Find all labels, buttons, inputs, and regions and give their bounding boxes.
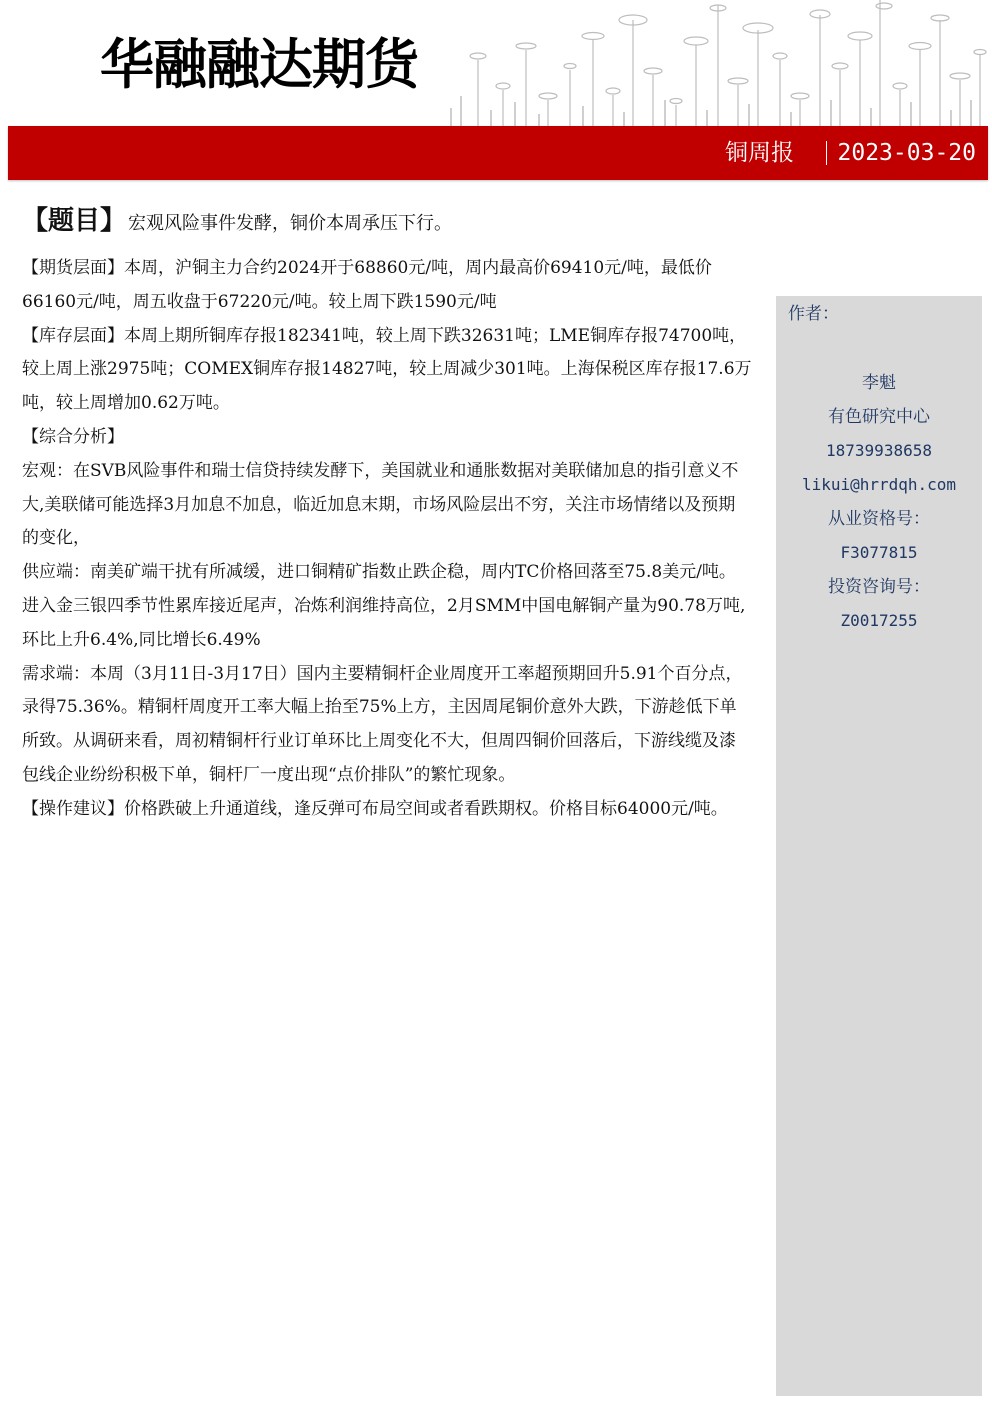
section-inventory [22, 320, 752, 421]
section-label: 宏观： [22, 460, 73, 481]
section-demand [22, 658, 752, 793]
title-text: 宏观风险事件发酵，铜价本周承压下行。 [128, 213, 453, 234]
author-info [776, 366, 982, 638]
qualification-label: 从业资格号： [828, 509, 930, 529]
section-text: 在SVB风险事件和瑞士信贷持续发酵下，美国就业和通胀数据对美联储加息的指引意义不大,美联储可能选择3月加息不加息，临近加息末期，市场风险层出不穷，关注市场情绪以及预期的变化， [22, 460, 739, 549]
section-analysis-heading [22, 421, 752, 455]
brand-logo-text: 华融融达期货 [100, 33, 418, 96]
section-label: 需求端： [22, 663, 90, 684]
section-label: 【库存层面】 [22, 325, 124, 346]
qualification-number: F3077815 [840, 543, 918, 562]
header-decoration-graphic [448, 0, 992, 128]
author-phone: 18739938658 [826, 441, 932, 460]
title-label: 【题目】 [22, 206, 127, 236]
consult-number: Z0017255 [840, 611, 918, 630]
section-advice [22, 793, 752, 827]
section-supply [22, 556, 752, 657]
section-label: 【综合分析】 [22, 426, 124, 447]
section-futures [22, 252, 752, 320]
section-label: 供应端： [22, 562, 90, 583]
section-text: 价格跌破上升通道线，逢反弹可布局空间或者看跌期权。价格目标64000元/吨。 [124, 798, 728, 819]
report-title-row [22, 200, 452, 237]
author-department: 有色研究中心 [828, 407, 930, 427]
report-type-label: 铜周报 [725, 140, 794, 166]
section-macro [22, 455, 752, 556]
author-name: 李魁 [862, 373, 896, 393]
consult-label: 投资咨询号： [828, 577, 930, 597]
section-label: 【操作建议】 [22, 798, 124, 819]
header-divider [826, 141, 827, 165]
section-text: 本周上期所铜库存报182341吨，较上周下跌32631吨；LME铜库存报74700吨，较上周上涨2975吨；COMEX铜库存报14827吨，较上周减少301吨。上海保税区库存报17.6万吨，较上周增加0.62万吨。 [22, 325, 752, 414]
report-body [22, 252, 752, 827]
author-sidebar [776, 296, 982, 1396]
author-label: 作者： [788, 304, 839, 324]
author-email: likui@hrrdqh.com [801, 475, 957, 494]
section-text: 本周（3月11日-3月17日）国内主要精铜杆企业周度开工率超预期回升5.91个百分点，录得75.36%。精铜杆周度开工率大幅上抬至75%上方，主因周尾铜价意外大跌，下游趁低下单所致。从调研来看，周初精铜杆行业订单环比上周变化不大，但周四铜价回落后，下游线缆及漆包线企业纷纷积极下单，铜杆厂一度出现“点价排队”的繁忙现象。 [22, 663, 743, 785]
section-label: 【期货层面】 [22, 258, 124, 278]
section-text: 南美矿端干扰有所减缓，进口铜精矿指数止跌企稳，周内TC价格回落至75.8美元/吨。进入金三银四季节性累库接近尾声，冶炼利润维持高位，2月SMM中国电解铜产量为90.78万吨,环比上升6.4%,同比增长6.49% [22, 562, 746, 650]
report-date: 2023-03-20 [837, 140, 976, 166]
section-text: 本周，沪铜主力合约2024开于68860元/吨，周内最高价69410元/吨，最低价66160元/吨，周五收盘于67220元/吨。较上周下跌1590元/吨 [22, 258, 712, 312]
